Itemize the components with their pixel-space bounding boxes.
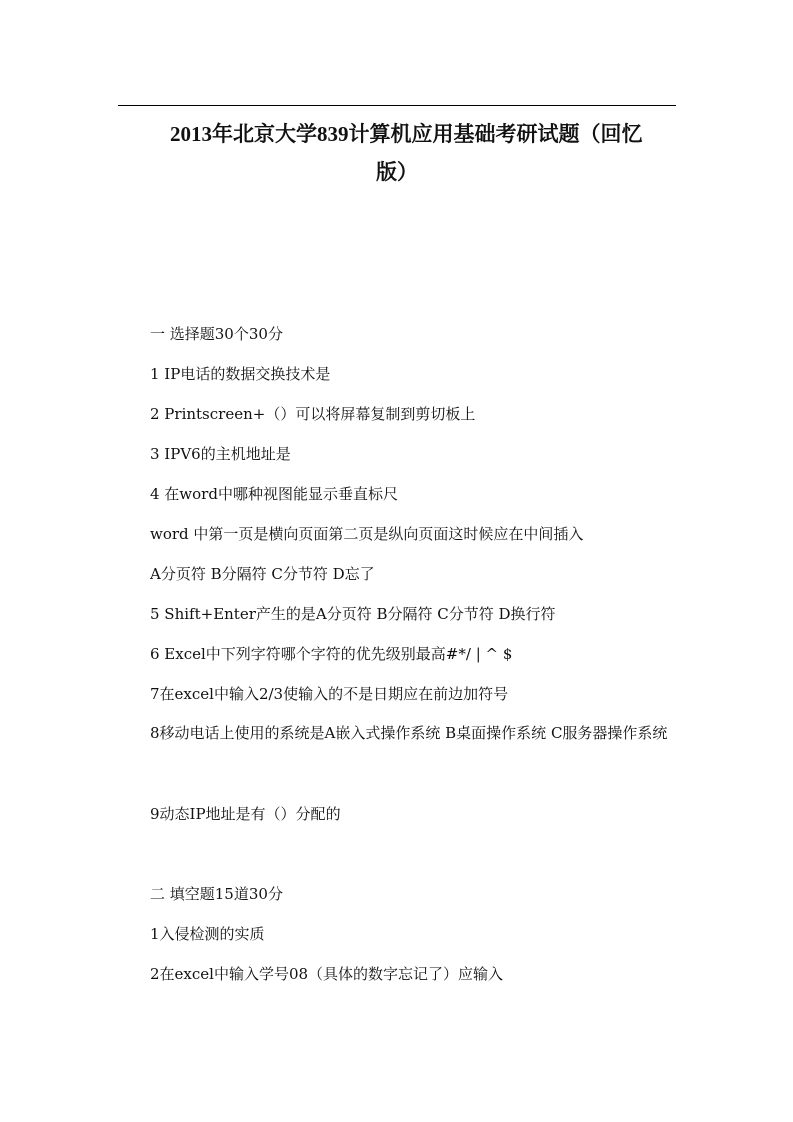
question-item: A分页符 B分隔符 C分节符 D忘了 [150,565,375,583]
question-item: 2在excel中输入学号08（具体的数字忘记了）应输入 [150,965,504,983]
question-item: 5 Shift+Enter产生的是A分页符 B分隔符 C分节符 D换行符 [150,605,556,623]
document-title-continued: 版） [376,160,418,184]
question-item: 3 IPV6的主机地址是 [150,445,291,463]
document-title: 2013年北京大学839计算机应用基础考研试题（回忆 [170,122,643,146]
question-item: 8移动电话上使用的系统是A嵌入式操作系统 B桌面操作系统 C服务器操作系统 [150,724,668,742]
header-rule [118,105,676,106]
question-item: word 中第一页是横向页面第二页是纵向页面这时候应在中间插入 [150,525,584,543]
question-item: 9动态IP地址是有（）分配的 [150,805,341,823]
question-item: 7在excel中输入2/3使输入的不是日期应在前边加符号 [150,685,509,703]
section-heading: 一 选择题30个30分 [150,325,283,343]
question-item: 6 Excel中下列字符哪个字符的优先级别最高#*/ | ^ $ [150,645,513,663]
section-heading: 二 填空题15道30分 [150,885,283,903]
question-item: 4 在word中哪种视图能显示垂直标尺 [150,485,398,503]
question-item: 1 IP电话的数据交换技术是 [150,365,331,383]
question-item: 1入侵检测的实质 [150,925,265,943]
question-item: 2 Printscreen+（）可以将屏幕复制到剪切板上 [150,405,476,423]
